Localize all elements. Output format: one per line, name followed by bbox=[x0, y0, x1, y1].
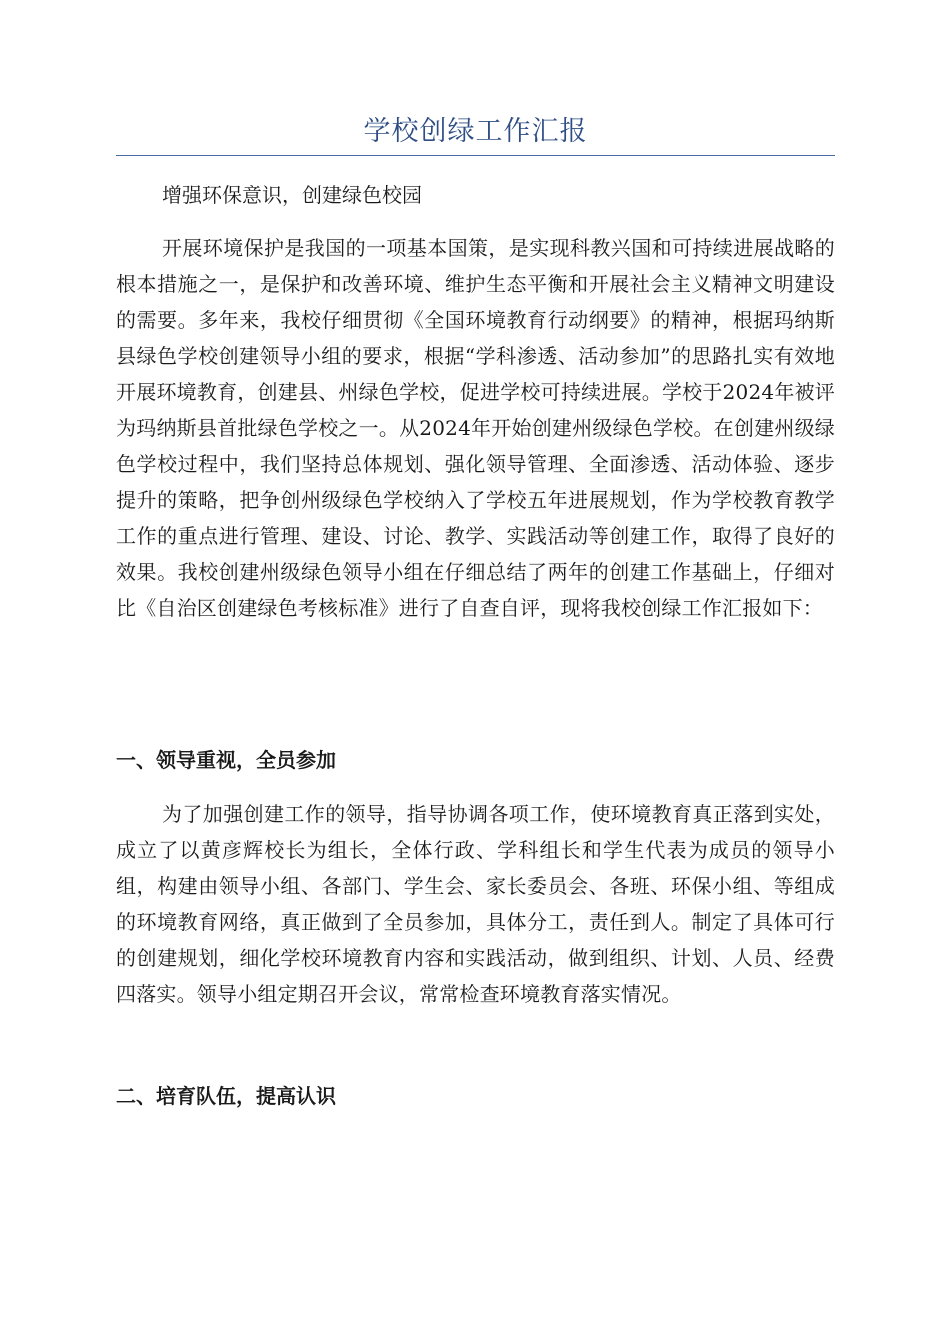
intro-paragraph: 开展环境保护是我国的一项基本国策，是实现科教兴国和可持续进展战略的根本措施之一，是保护和改善环境、维护生态平衡和开展社会主义精神文明建设的需要。多年来，我校仔细贯彻《全国环境教育行动纲要》的精神，根据玛纳斯县绿色学校创建领导小组的要求，根据“学科渗透、活动参加”的思路扎实有效地开展环境教育，创建县、州绿色学校，促进学校可持续进展。学校于2024年被评为玛纳斯县首批绿色学校之一。从2024年开始创建州级绿色学校。在创建州级绿色学校过程中，我们坚持总体规划、强化领导管理、全面渗透、活动体验、逐步提升的策略，把争创州级绿色学校纳入了学校五年进展规划，作为学校教育教学工作的重点进行管理、建设、讨论、教学、实践活动等创建工作，取得了良好的效果。我校创建州级绿色领导小组在仔细总结了两年的创建工作基础上，仔细对比《自治区创建绿色考核标准》进行了自查自评，现将我校创绿工作汇报如下： bbox=[116, 236, 835, 620]
document-title: 学校创绿工作汇报 bbox=[363, 116, 588, 147]
document-page bbox=[116, 0, 835, 1344]
section-heading-1: 一、领导重视，全员参加 bbox=[116, 748, 336, 772]
title-underline bbox=[116, 155, 835, 156]
section-paragraph-1: 为了加强创建工作的领导，指导协调各项工作，使环境教育真正落到实处，成立了以黄彦辉校长为组长，全体行政、学科组长和学生代表为成员的领导小组，构建由领导小组、各部门、学生会、家长委员会、各班、环保小组、等组成的环境教育网络，真正做到了全员参加，具体分工，责任到人。制定了具体可行的创建规划，细化学校环境教育内容和实践活动，做到组织、计划、人员、经费四落实。领导小组定期召开会议，常常检查环境教育落实情况。 bbox=[116, 802, 835, 1006]
section-heading-2: 二、培育队伍，提高认识 bbox=[116, 1084, 336, 1108]
document-subtitle: 增强环保意识，创建绿色校园 bbox=[162, 183, 422, 207]
